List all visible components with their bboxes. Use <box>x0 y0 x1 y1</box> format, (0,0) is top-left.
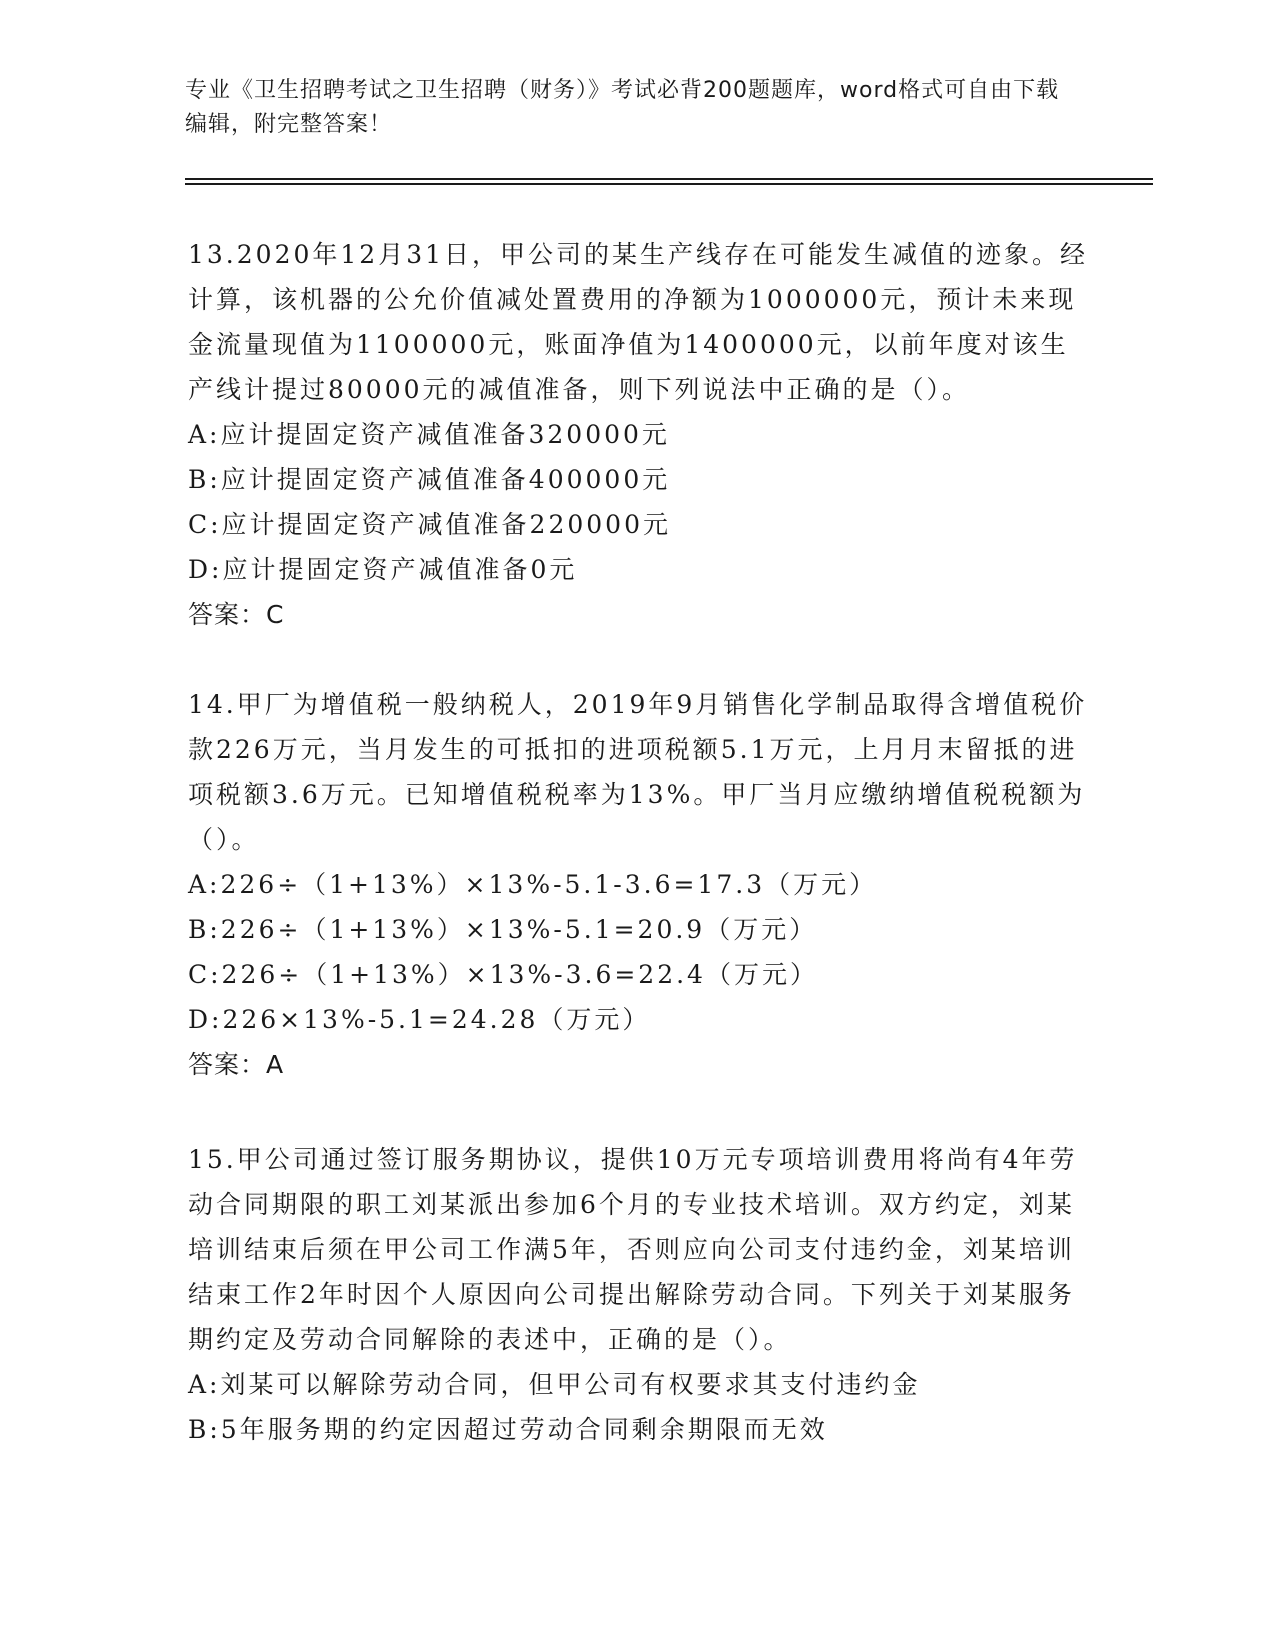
question-stem: 13.2020年12月31日，甲公司的某生产线存在可能发生减值的迹象。经计算，该机器的公允价值减处置费用的净额为1000000元，预计未来现金流量现值为1100000元，账面净值为1400000元，以前年度对该生产线计提过80000元的减值准备，则下列说法中正确的是（）。 <box>188 240 1089 404</box>
answer: 答案：C <box>188 600 285 629</box>
answer: 答案：A <box>188 1050 285 1079</box>
option-a: A:刘某可以解除劳动合同，但甲公司有权要求其支付违约金 <box>188 1370 921 1399</box>
question-13 <box>188 232 1088 637</box>
question-14 <box>188 682 1088 1087</box>
option-c: C:应计提固定资产减值准备220000元 <box>188 510 671 539</box>
option-d: D:应计提固定资产减值准备0元 <box>188 555 578 584</box>
option-b: B:226÷（1+13%）×13%-5.1=20.9（万元） <box>188 915 818 944</box>
document-header: 专业《卫生招聘考试之卫生招聘（财务）》考试必背200题题库，word格式可自由下载编辑，附完整答案！ <box>185 78 1060 137</box>
question-stem: 15.甲公司通过签订服务期协议，提供10万元专项培训费用将尚有4年劳动合同期限的职工刘某派出参加6个月的专业技术培训。双方约定，刘某培训结束后须在甲公司工作满5年，否则应向公司支付违约金，刘某培训结束工作2年时因个人原因向公司提出解除劳动合同。下列关于刘某服务期约定及劳动合同解除的表述中，正确的是（）。 <box>188 1145 1078 1354</box>
option-a: A:应计提固定资产减值准备320000元 <box>188 420 670 449</box>
option-b: B:应计提固定资产减值准备400000元 <box>188 465 671 494</box>
option-d: D:226×13%-5.1=24.28（万元） <box>188 1005 651 1034</box>
option-a: A:226÷（1+13%）×13%-5.1-3.6=17.3（万元） <box>188 870 878 899</box>
option-c: C:226÷（1+13%）×13%-3.6=22.4（万元） <box>188 960 818 989</box>
question-15 <box>188 1137 1088 1452</box>
header-divider-top <box>185 178 1153 180</box>
header-divider-bottom <box>185 183 1153 185</box>
option-b: B:5年服务期的约定因超过劳动合同剩余期限而无效 <box>188 1415 828 1444</box>
question-stem: 14.甲厂为增值税一般纳税人，2019年9月销售化学制品取得含增值税价款226万元，当月发生的可抵扣的进项税额5.1万元，上月月末留抵的进项税额3.6万元。已知增值税税率为13%。甲厂当月应缴纳增值税税额为（）。 <box>188 690 1088 854</box>
